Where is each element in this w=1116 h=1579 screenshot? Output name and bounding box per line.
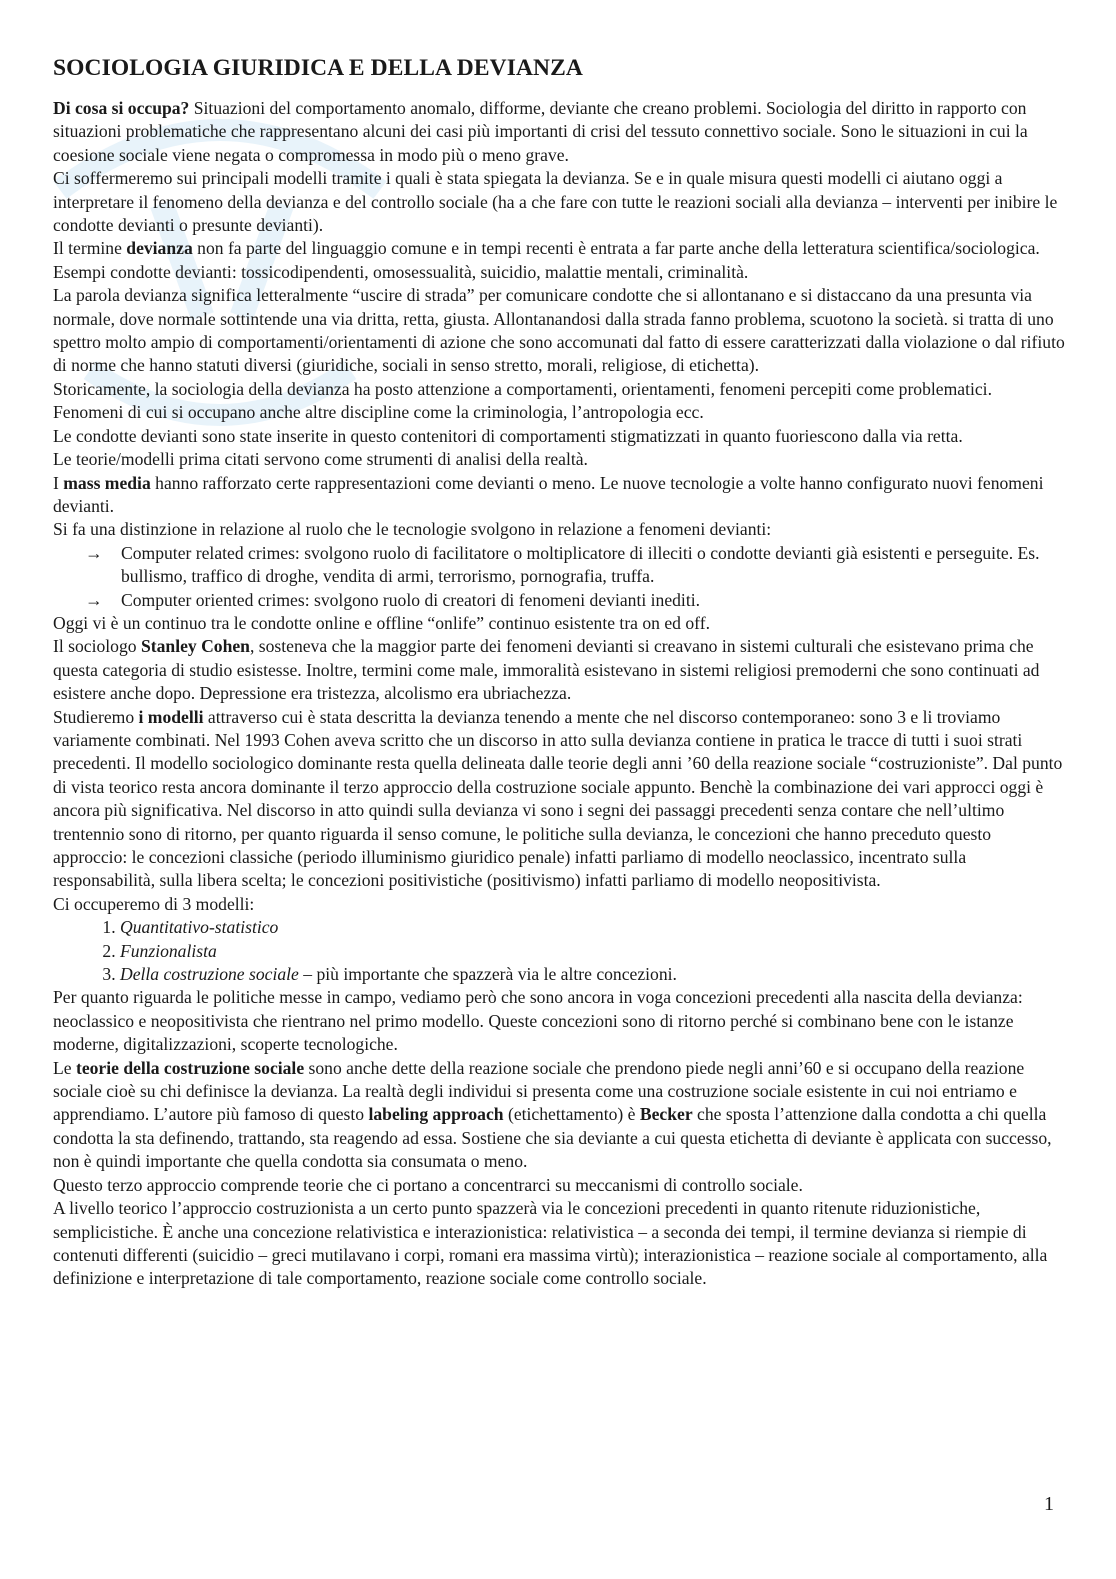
- paragraph-esempi: Esempi condotte devianti: tossicodipendenti, omosessualità, suicidio, malattie mentali, criminalità.: [53, 261, 749, 282]
- document-title: SOCIOLOGIA GIURIDICA E DELLA DEVIANZA: [53, 55, 583, 81]
- paragraph-teorie: Le teorie/modelli prima citati servono come strumenti di analisi della realtà.: [53, 449, 588, 470]
- list-item: → Computer related crimes: svolgono ruolo di facilitatore o moltiplicatore di illeciti o condotte devianti già esistenti e perseguite. Es. bullismo, traffico di droghe, vendita di armi, terrorismo, pornografia, truffa.: [85, 542, 1040, 587]
- document-page: [53, 52, 1065, 1291]
- arrow-list: [53, 542, 1065, 612]
- intro-lead: Di cosa si occupa?: [53, 98, 190, 118]
- page-number: 1: [1044, 1493, 1054, 1515]
- list-item: 1. Quantitativo-statistico: [120, 916, 1065, 939]
- paragraph-models-intro: Ci soffermeremo sui principali modelli tramite i quali è stata spiegata la devianza. Se e in quale misura questi modelli ci aiutano oggi a interpretare il fenomeno della devianza e del controllo sociale (ha a che fare con tutte le reazioni sociali alla devianza – interventi per inibire le condotte devianti o presunte devianti).: [53, 168, 1058, 236]
- paragraph-teorie-costruzione: Le teorie della costruzione sociale sono anche dette della reazione sociale che prendono piede negli anni’60 e si occupano della reazione sociale cioè su chi definisce la devianza. La realtà degli individui si presenta come una costruzione sociale esistente in cui noi entriamo e apprendiamo. L’autore più famoso di questo labeling approach (etichettamento) è Becker che sposta l’attenzione dalla condotta a chi quella condotta la sta definendo, trattando, sta reagendo ad essa. Sostiene che sia deviante a cui questa etichetta di deviante è applicata con successo, non è quindi importante che quella condotta sia consumata o meno.: [53, 1057, 1052, 1172]
- arrow-icon: →: [85, 589, 103, 610]
- paragraph-mass-media: I mass media hanno rafforzato certe rappresentazioni come devianti o meno. Le nuove tecnologie a volte hanno configurato nuovi fenomeni devianti.: [53, 472, 1044, 516]
- paragraph-studieremo: Studieremo i modelli attraverso cui è stata descritta la devianza tenendo a mente che nel discorso contemporaneo: sono 3 e li troviamo variamente combinati. Nel 1993 Cohen aveva scritto che un discorso in atto sulla devianza contiene in pratica le tracce di tutti i suoi strati precedenti. Il modello sociologico dominante resta quella delineata dalle teorie degli anni ’60 della reazione sociale “costruzioniste”. Dal punto di vista teorico resta ancora dominante il terzo approccio della costruzione sociale appunto. Benchè la combinazione dei vari approcci oggi è ancora più significativa. Nel discorso in atto quindi sulla devianza vi sono i segni dei passaggi precedenti senza contare che nell’ultimo trentennio sono di ritorno, per quanto riguarda il senso comune, le politiche sulla devianza, le concezioni che hanno preceduto questo approccio: le concezioni classiche (periodo illuminismo giuridico penale) infatti parliamo di modello neoclassico, incentrato sulla responsabilità, sulla libera scelta; le concezioni positivistiche (positivismo) infatti parliamo di modello neopositivista.: [53, 706, 1063, 891]
- paragraph-livello-teorico: A livello teorico l’approccio costruzionista a un certo punto spazzerà via le concezioni precedenti in quanto ritenute riduzionistiche, semplicistiche. È anche una concezione relativistica e interazionistica: relativistica – a seconda dei tempi, il termine devianza si riempie di contenuti differenti (suicidio – greci mutilavano i corpi, romani era massima virtù); interazionistica – reazione sociale al comportamento, alla definizione e interpretazione di tale comportamento, reazione sociale come controllo sociale.: [53, 1198, 1048, 1289]
- paragraph-termine: Il termine devianza non fa parte del linguaggio comune e in tempi recenti è entrata a far parte anche della letteratura scientifica/sociologica.: [53, 238, 1040, 259]
- arrow-icon: →: [85, 542, 103, 563]
- paragraph-terzo-approccio: Questo terzo approccio comprende teorie che ci portano a concentrarci su meccanismi di controllo sociale.: [53, 1174, 803, 1195]
- paragraph-ci-occuperemo: Ci occuperemo di 3 modelli:: [53, 893, 255, 914]
- list-item: 2. Funzionalista: [120, 940, 1065, 963]
- paragraph-politiche: Per quanto riguarda le politiche messe in campo, vediamo però che sono ancora in voga concezioni precedenti alla nascita della devianza: neoclassico e neopositivista che rientrano nel primo modello. Queste concezioni sono di ritorno perché si combinano bene con le istanze moderne, digitalizzazioni, scoperte tecnologiche.: [53, 987, 1023, 1055]
- models-list: [53, 916, 1065, 986]
- intro-paragraph: Di cosa si occupa? Situazioni del comportamento anomalo, difforme, deviante che creano problemi. Sociologia del diritto in rapporto con situazioni problematiche che rappresentano alcuni dei casi più importanti di crisi del tessuto connettivo sociale. Sono le situazioni in cui la coesione sociale viene negata o compromessa in modo più o meno grave.: [53, 98, 1028, 165]
- paragraph-condotte: Le condotte devianti sono state inserite in questo contenitori di comportamenti stigmatizzati in quanto fuoriescono dalla via retta.: [53, 425, 963, 446]
- list-item: 3. Della costruzione sociale – più importante che spazzerà via le altre concezioni.: [120, 963, 1065, 986]
- list-item: → Computer oriented crimes: svolgono ruolo di creatori di fenomeni devianti inediti.: [85, 589, 1065, 612]
- paragraph-cohen: Il sociologo Stanley Cohen, sosteneva che la maggior parte dei fenomeni devianti si creavano in sistemi culturali che esistevano prima che questa categoria di studio esistesse. Inoltre, termini come male, immoralità esistevano in sistemi religiosi premoderni che sono continuati ad esistere anche dopo. Depressione era tristezza, alcolismo era ubriachezza.: [53, 636, 1040, 704]
- paragraph-storicamente: Storicamente, la sociologia della devianza ha posto attenzione a comportamenti, orientamenti, fenomeni percepiti come problematici. Fenomeni di cui si occupano anche altre discipline come la criminologia, l’antropologia ecc.: [53, 378, 992, 423]
- paragraph-parola: La parola devianza significa letteralmente “uscire di strada” per comunicare condotte che si allontanano e si distaccano da una presunta via normale, dove normale sottintende una via dritta, retta, giusta. Allontanandosi dalla strada fanno problema, scuotono la società. si tratta di uno spettro molto ampio di comportamenti/orientamenti di azione che sono accomunati dal fatto di essere caratterizzati dalla violazione o dal rifiuto di norme che hanno statuti diversi (giuridiche, sociali in senso stretto, morali, religiose, di etichetta).: [53, 285, 1065, 376]
- paragraph-distinzione: Si fa una distinzione in relazione al ruolo che le tecnologie svolgono in relazione a fenomeni devianti:: [53, 519, 772, 540]
- paragraph-oggi: Oggi vi è un continuo tra le condotte online e offline “onlife” continuo esistente tra on ed off.: [53, 612, 710, 633]
